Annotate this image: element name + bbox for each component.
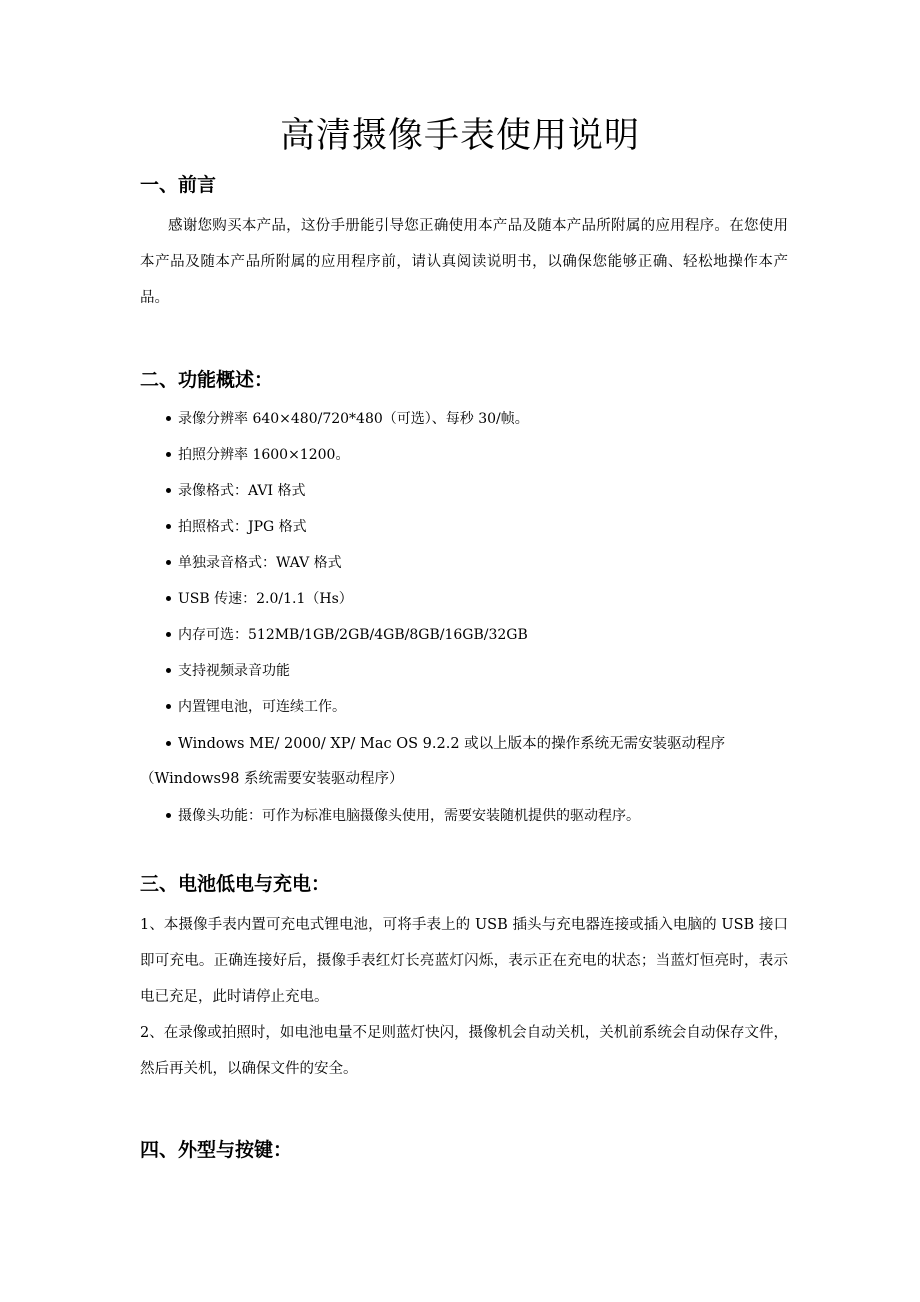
feature-item (166, 661, 290, 681)
bullet-icon (166, 596, 171, 601)
feature-text: 录像格式：AVI 格式 (178, 483, 306, 499)
feature-text: USB 传速：2.0/1.1（Hs） (178, 591, 353, 607)
feature-text: 支持视频录音功能 (178, 663, 290, 679)
feature-item (166, 734, 725, 754)
feature-item (166, 697, 346, 717)
feature-text: 拍照格式：JPG 格式 (178, 519, 307, 535)
feature-text: 单独录音格式：WAV 格式 (178, 555, 342, 571)
bullet-icon (166, 741, 171, 746)
feature-item (166, 806, 640, 826)
feature-text: （Windows98 系统需要安装驱动程序） (140, 771, 404, 787)
bullet-icon (166, 452, 171, 457)
section-heading-appearance: 四、外型与按键： (140, 1139, 293, 1161)
feature-item (166, 625, 528, 645)
section-heading-features: 二、功能概述： (140, 369, 274, 391)
feature-text: 拍照分辨率 1600×1200。 (178, 447, 350, 463)
battery-paragraph-2: 2、在录像或拍照时，如电池电量不足则蓝灯快闪，摄像机会自动关机，关机前系统会自动保存文件，然后再关机，以确保文件的安全。 (140, 1025, 788, 1077)
feature-item (166, 589, 353, 609)
bullet-icon (166, 524, 171, 529)
section-heading-preface: 一、前言 (140, 174, 217, 196)
feature-text: Windows ME/ 2000/ XP/ Mac OS 9.2.2 或以上版本的操作系统无需安装驱动程序 (178, 736, 726, 752)
feature-continuation (140, 769, 404, 789)
bullet-icon (166, 632, 171, 637)
feature-text: 内存可选：512MB/1GB/2GB/4GB/8GB/16GB/32GB (178, 627, 528, 643)
feature-item (166, 409, 529, 429)
feature-text: 摄像头功能：可作为标准电脑摄像头使用，需要安装随机提供的驱动程序。 (178, 808, 640, 824)
feature-text: 内置锂电池，可连续工作。 (178, 699, 346, 715)
bullet-icon (166, 416, 171, 421)
feature-item (166, 445, 349, 465)
preface-paragraph: 感谢您购买本产品，这份手册能引导您正确使用本产品及随本产品所附属的应用程序。在您使用本产品及随本产品所附属的应用程序前，请认真阅读说明书，以确保您能够正确、轻松地操作本产品。 (140, 218, 788, 306)
bullet-icon (166, 668, 171, 673)
battery-paragraph-1: 1、本摄像手表内置可充电式锂电池，可将手表上的 USB 插头与充电器连接或插入电脑的 USB 接口即可充电。正确连接好后，摄像手表红灯长亮蓝灯闪烁，表示正在充电的状态；当蓝灯恒亮时，表示电已充足，此时请停止充电。 (140, 917, 788, 1005)
bullet-icon (166, 704, 171, 709)
feature-item (166, 481, 306, 501)
bullet-icon (166, 560, 171, 565)
bullet-icon (166, 488, 171, 493)
feature-item (166, 553, 342, 573)
document-title: 高清摄像手表使用说明 (279, 116, 640, 156)
feature-text: 录像分辨率 640×480/720*480（可选）、每秒 30/帧。 (178, 411, 529, 427)
bullet-icon (166, 813, 171, 818)
section-heading-battery: 三、电池低电与充电： (140, 873, 331, 895)
feature-item (166, 517, 307, 537)
